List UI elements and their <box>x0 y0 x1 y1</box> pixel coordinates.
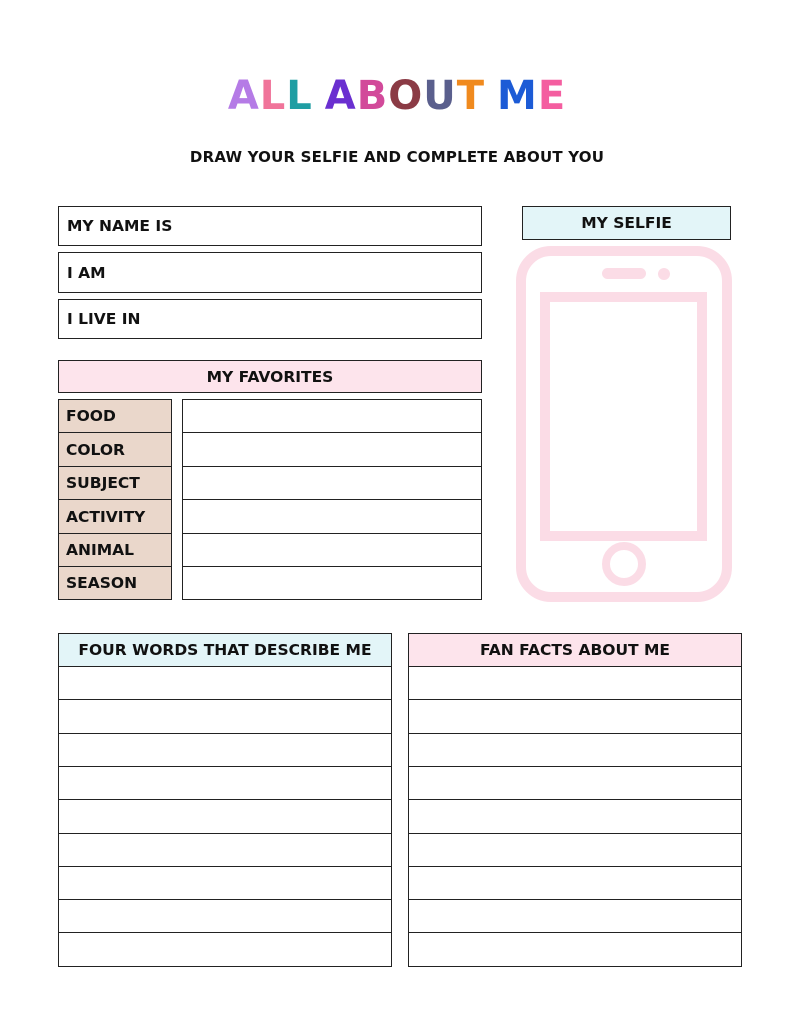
describe-line[interactable] <box>58 700 392 734</box>
phone-screen[interactable] <box>545 297 702 536</box>
favorite-answer-color[interactable] <box>182 432 482 467</box>
title-letter: A <box>324 73 357 119</box>
page-subtitle: DRAW YOUR SELFIE AND COMPLETE ABOUT YOU <box>189 148 605 166</box>
facts-header <box>408 633 742 667</box>
fact-line[interactable] <box>408 900 742 933</box>
fact-line[interactable] <box>408 834 742 867</box>
title-letter: T <box>456 73 486 119</box>
favorite-label-subject <box>58 466 172 500</box>
fact-line[interactable] <box>408 867 742 900</box>
fact-line[interactable] <box>408 734 742 767</box>
facts-header-label: FAN FACTS ABOUT ME <box>479 641 671 659</box>
fact-line[interactable] <box>408 933 742 967</box>
i-am-label: I AM <box>67 263 106 282</box>
describe-line[interactable] <box>58 900 392 933</box>
favorite-answer-season[interactable] <box>182 566 482 600</box>
title-space <box>485 72 497 120</box>
title-letter: U <box>423 73 457 119</box>
title-letter: B <box>356 73 389 119</box>
title-letter: L <box>259 73 287 119</box>
favorite-answer-subject[interactable] <box>182 466 482 500</box>
i-am-field[interactable] <box>58 252 482 293</box>
fact-line[interactable] <box>408 667 742 700</box>
favorite-answer-food[interactable] <box>182 399 482 433</box>
favorite-label-text: SEASON <box>66 574 138 592</box>
favorite-label-text: COLOR <box>66 440 125 459</box>
title-letter: E <box>537 73 567 119</box>
favorite-label-animal <box>58 533 172 567</box>
live-in-label: I LIVE IN <box>67 310 141 328</box>
name-label: MY NAME IS <box>67 217 173 235</box>
describe-line[interactable] <box>58 867 392 900</box>
fact-line[interactable] <box>408 767 742 800</box>
smartphone-outline-icon[interactable] <box>516 246 732 602</box>
live-in-field[interactable] <box>58 299 482 339</box>
title-letter: L <box>286 73 313 119</box>
fact-line[interactable] <box>408 700 742 734</box>
describe-line[interactable] <box>58 800 392 834</box>
page-title <box>0 72 794 120</box>
phone-speaker <box>602 268 646 279</box>
phone-home-button <box>606 546 642 582</box>
describe-line[interactable] <box>58 767 392 800</box>
title-space <box>313 72 325 120</box>
describe-header <box>58 633 392 667</box>
favorite-label-food <box>58 399 172 433</box>
describe-line[interactable] <box>58 933 392 967</box>
favorite-label-text: SUBJECT <box>66 474 140 492</box>
phone-camera <box>658 268 670 280</box>
favorite-answer-animal[interactable] <box>182 533 482 567</box>
favorite-label-text: ANIMAL <box>66 541 135 559</box>
describe-line[interactable] <box>58 734 392 767</box>
title-letter: A <box>227 73 260 119</box>
describe-header-label: FOUR WORDS THAT DESCRIBE ME <box>78 641 372 659</box>
fact-line[interactable] <box>408 800 742 834</box>
name-field[interactable] <box>58 206 482 246</box>
selfie-header-label: MY SELFIE <box>581 214 672 232</box>
favorite-label-text: ACTIVITY <box>66 507 146 526</box>
describe-line[interactable] <box>58 834 392 867</box>
favorite-label-activity <box>58 499 172 534</box>
selfie-header <box>522 206 731 240</box>
title-letter: M <box>497 73 538 119</box>
favorites-header-label: MY FAVORITES <box>206 367 334 386</box>
favorite-label-color <box>58 432 172 467</box>
favorite-label-season <box>58 566 172 600</box>
favorite-answer-activity[interactable] <box>182 499 482 534</box>
favorite-label-text: FOOD <box>66 407 116 425</box>
describe-line[interactable] <box>58 667 392 700</box>
favorites-header <box>58 360 482 393</box>
title-letter: O <box>388 73 424 119</box>
